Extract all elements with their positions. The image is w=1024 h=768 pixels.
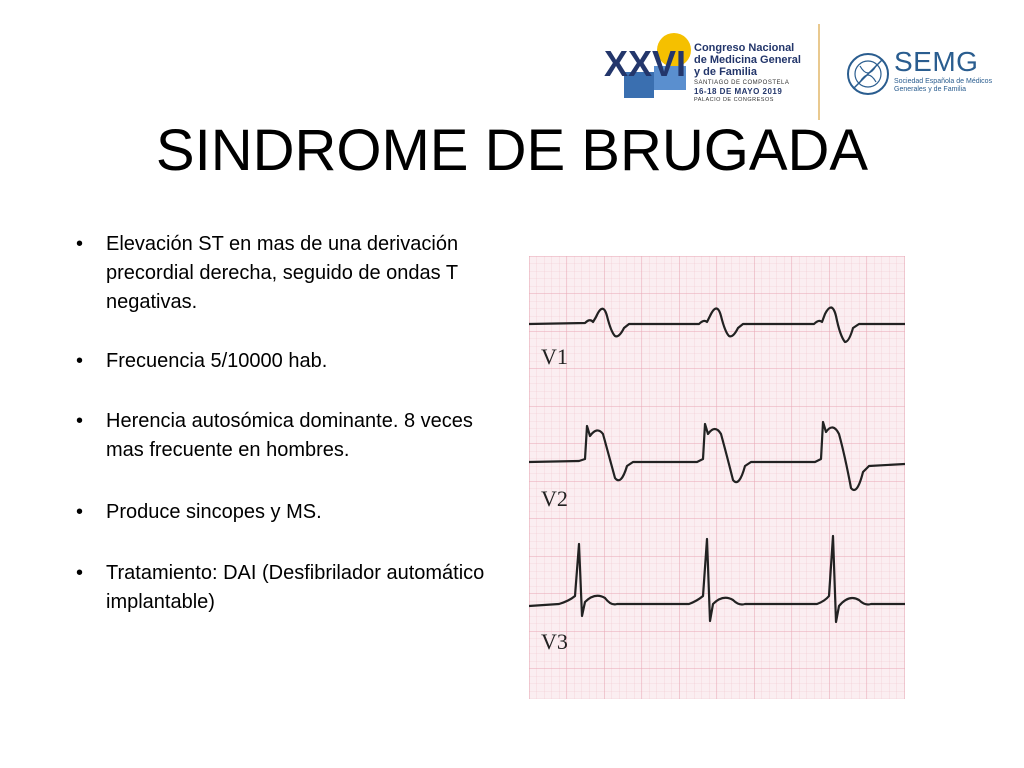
bullet-marker: • [76, 350, 84, 372]
semg-subtitle-2: Generales y de Familia [894, 86, 966, 93]
bullet-text: Herencia autosómica dominante. 8 veces mas frecuente en hombres. [106, 410, 473, 461]
bullet-marker: • [76, 562, 84, 584]
lead-label-v3: V3 [541, 629, 568, 654]
congress-line-1: Congreso Nacional [694, 42, 795, 54]
congress-numeral: XXVI [604, 43, 687, 84]
bullet-marker: • [76, 410, 84, 432]
bullet-text: Frecuencia 5/10000 hab. [106, 350, 328, 372]
semg-emblem-icon [844, 50, 892, 98]
semg-logo [840, 44, 993, 104]
congress-line-3: y de Familia [694, 66, 757, 78]
bullet-text: Tratamiento: DAI (Desfibrilador automático implantable) [106, 562, 485, 613]
congress-logo [602, 28, 802, 103]
bullet-marker: • [76, 501, 84, 523]
logo-divider [818, 24, 820, 120]
congress-venue: PALACIO DE CONGRESOS [694, 97, 774, 103]
congress-line-2: de Medicina General [694, 54, 801, 66]
bullet-text: Produce sincopes y MS. [106, 501, 322, 523]
lead-label-v2: V2 [541, 486, 568, 511]
bullet-text: Elevación ST en mas de una derivación precordial derecha, seguido de ondas T negativas. [106, 233, 459, 313]
congress-location: SANTIAGO DE COMPOSTELA [694, 80, 790, 86]
ecg-strip [529, 256, 905, 699]
ecg-graphic [529, 256, 905, 699]
lead-label-v1: V1 [541, 344, 568, 369]
semg-name: SEMG [894, 46, 979, 77]
congress-dates: 16-18 DE MAYO 2019 [694, 87, 783, 96]
semg-subtitle-1: Sociedad Española de Médicos [894, 78, 993, 85]
bullet-marker: • [76, 233, 84, 255]
slide-title: SINDROME DE BRUGADA [155, 118, 869, 183]
